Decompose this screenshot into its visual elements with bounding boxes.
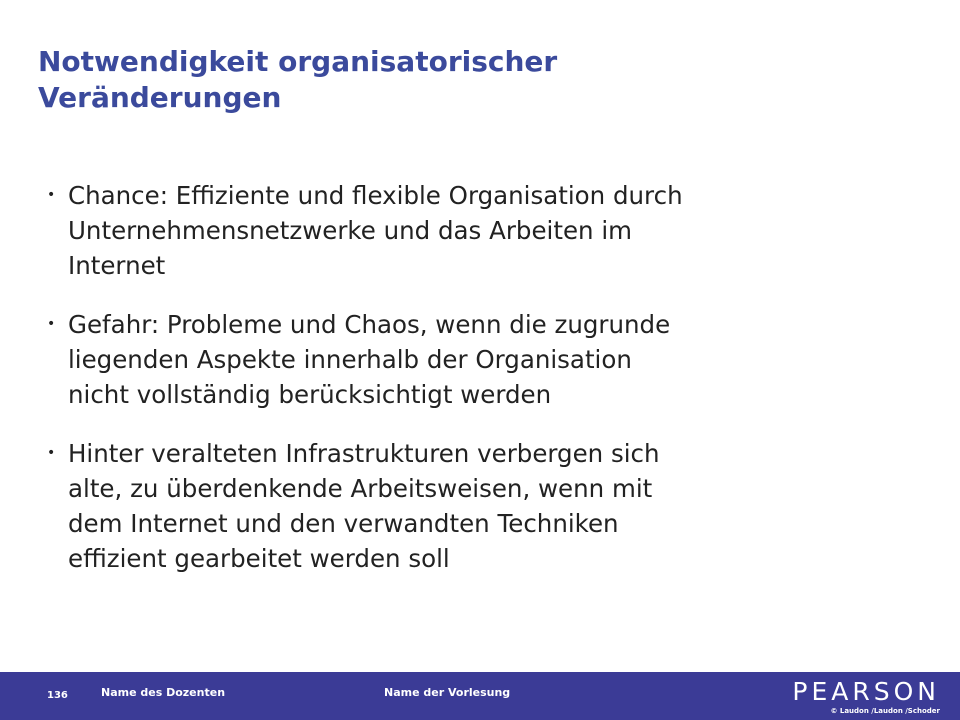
bullet-text-line: liegenden Aspekte innerhalb der Organisation [68,345,632,374]
bullet-text-line: Hinter veralteten Infrastrukturen verbergen sich [68,439,660,468]
bullet-text-line: Internet [68,251,166,280]
bullet-item-chance [44,178,864,283]
copyright-note: © Laudon /Laudon /Schoder [830,707,940,715]
bullet-text-line: alte, zu überdenkende Arbeitsweisen, wenn mit [68,474,653,503]
logo-wordmark: PEARSON [792,677,940,706]
slide-title-line-2: Veränderungen [38,81,282,114]
bullet-marker: • [47,187,56,203]
bullet-text-line: Unternehmensnetzwerke und das Arbeiten im [68,216,633,245]
bullet-text-line: dem Internet und den verwandten Techniken [68,509,619,538]
bullet-text-line: Gefahr: Probleme und Chaos, wenn die zugrunde [68,310,671,339]
course-name: Name der Vorlesung [384,686,511,699]
bullet-list [44,178,864,600]
lecturer-name: Name des Dozenten [101,686,226,699]
slide-title-line-1: Notwendigkeit organisatorischer [38,45,558,78]
bullet-marker: • [47,316,56,332]
slide-title [38,44,918,116]
bullet-text-line: effizient gearbeitet werden soll [68,544,450,573]
page-number: 136 [47,690,68,701]
bullet-item-gefahr [44,307,864,412]
bullet-text-line: Chance: Effiziente und flexible Organisation durch [68,181,683,210]
bullet-marker: • [47,445,56,461]
bullet-text-line: nicht vollständig berücksichtigt werden [68,380,552,409]
pearson-logo [792,678,940,716]
footer-bar [0,672,960,720]
bullet-item-infrastruktur [44,436,864,576]
